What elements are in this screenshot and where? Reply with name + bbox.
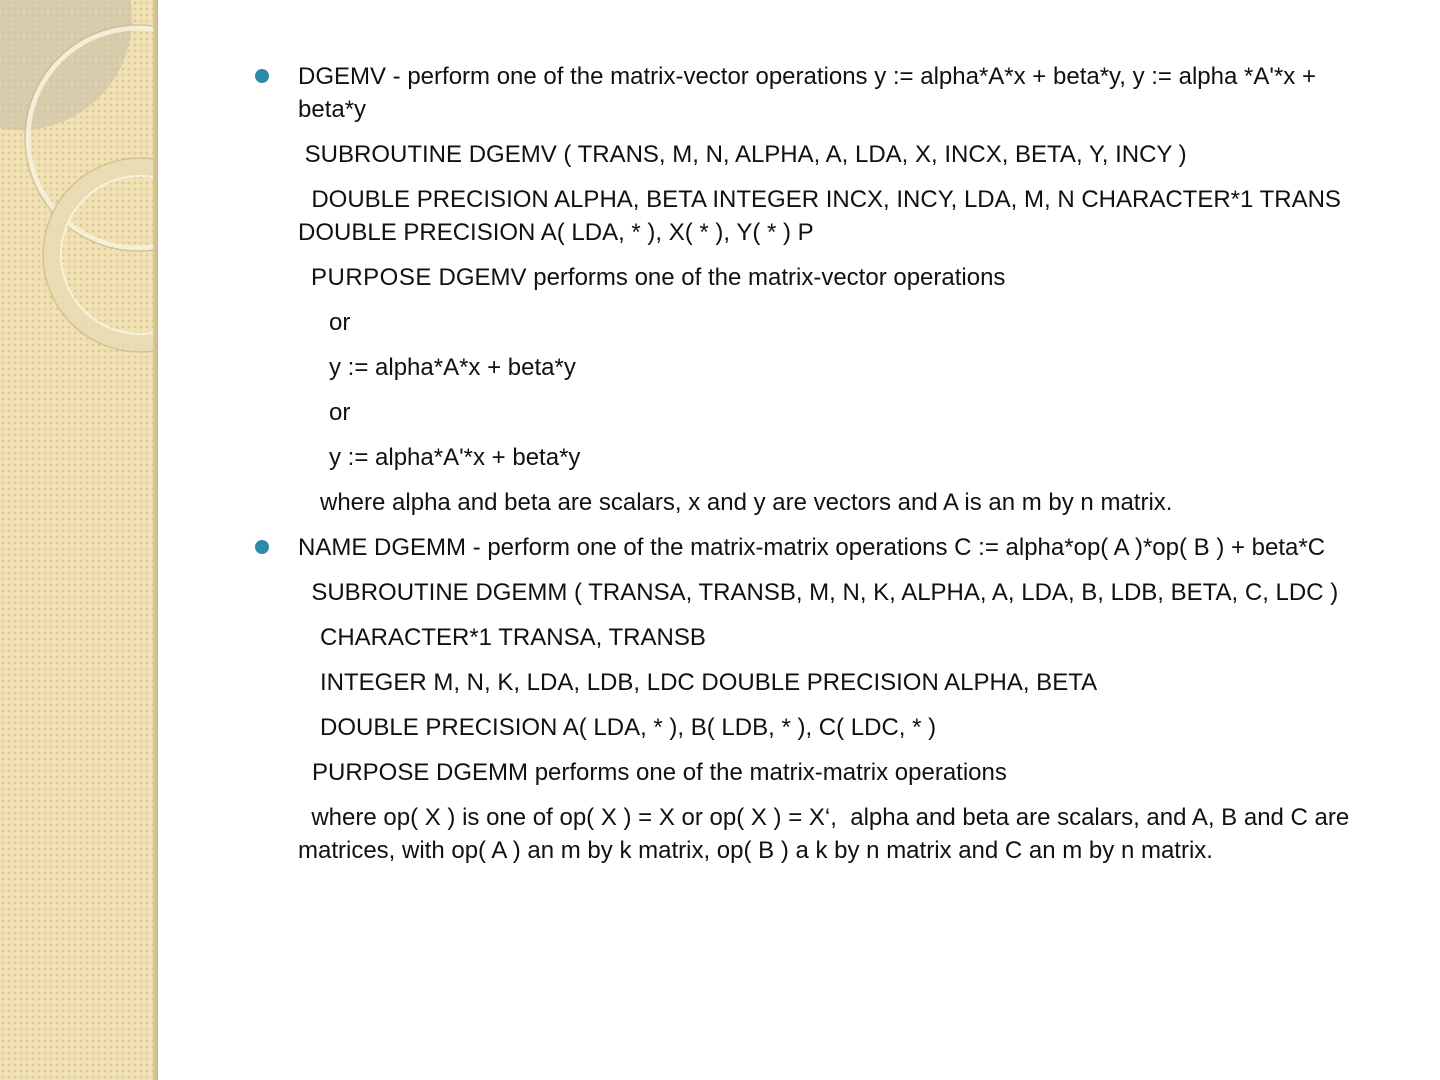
dgemv-equation-2: y := alpha*A'*x + beta*y <box>329 444 581 471</box>
sidebar-circles-decoration <box>0 0 158 1080</box>
slide-content <box>250 60 1390 879</box>
dgemv-or-2: or <box>329 399 351 426</box>
dgemv-subroutine-line: SUBROUTINE DGEMV ( TRANS, M, N, ALPHA, A, LDA, X, INCX, BETA, Y, INCY ) <box>298 141 1187 168</box>
dgemm-bullet-item <box>250 531 1390 564</box>
dgemm-integer-decl: INTEGER M, N, K, LDA, LDB, LDC DOUBLE PRECISION ALPHA, BETA <box>320 669 1098 696</box>
dgemv-equation-1: y := alpha*A*x + beta*y <box>329 354 576 381</box>
bullet-dot-icon <box>255 540 269 554</box>
sidebar-edge-divider <box>153 0 158 1080</box>
dgemm-summary-text: NAME DGEMM - perform one of the matrix-matrix operations C := alpha*op( A )*op( B ) + beta*C <box>298 534 1326 561</box>
dgemv-where-line: where alpha and beta are scalars, x and y are vectors and A is an m by n matrix. <box>320 489 1173 516</box>
dgemv-summary-text: DGEMV - perform one of the matrix-vector operations y := alpha*A*x + beta*y, y := alpha *A'*x + beta*y <box>298 63 1316 123</box>
dgemv-declarations-line <box>298 183 1390 249</box>
dgemm-character-decl: CHARACTER*1 TRANSA, TRANSB <box>320 624 706 651</box>
dgemv-purpose-label: PURPOSE <box>311 264 432 291</box>
dgemm-subroutine-line: SUBROUTINE DGEMM ( TRANSA, TRANSB, M, N, K, ALPHA, A, LDA, B, LDB, BETA, C, LDC ) <box>298 579 1339 606</box>
dgemv-declarations-tail: P <box>797 219 815 246</box>
decorative-sidebar <box>0 0 158 1080</box>
dgemm-purpose-line: PURPOSE DGEMM performs one of the matrix-matrix operations <box>312 759 1007 786</box>
dgemm-double-decl: DOUBLE PRECISION A( LDA, * ), B( LDB, * ), C( LDC, * ) <box>320 714 937 741</box>
dgemv-declarations-text: DOUBLE PRECISION ALPHA, BETA INTEGER INCX, INCY, LDA, M, N CHARACTER*1 TRANS DOUBLE PRECISION A( LDA, * ), X( * ), Y( * ) <box>298 186 1348 246</box>
dgemm-where-line: where op( X ) is one of op( X ) = X or op( X ) = X‘, alpha and beta are scalars, and A, B and C are matrices, with op( A ) an m by k matrix, op( B ) a k by n matrix and C an m by n matrix. <box>298 804 1356 864</box>
dgemv-purpose-text: DGEMV performs one of the matrix-vector operations <box>431 264 1006 291</box>
dgemv-purpose-line <box>298 261 1390 294</box>
bullet-dot-icon <box>255 69 269 83</box>
dgemv-or-1: or <box>329 309 351 336</box>
dgemv-bullet-item <box>250 60 1390 126</box>
